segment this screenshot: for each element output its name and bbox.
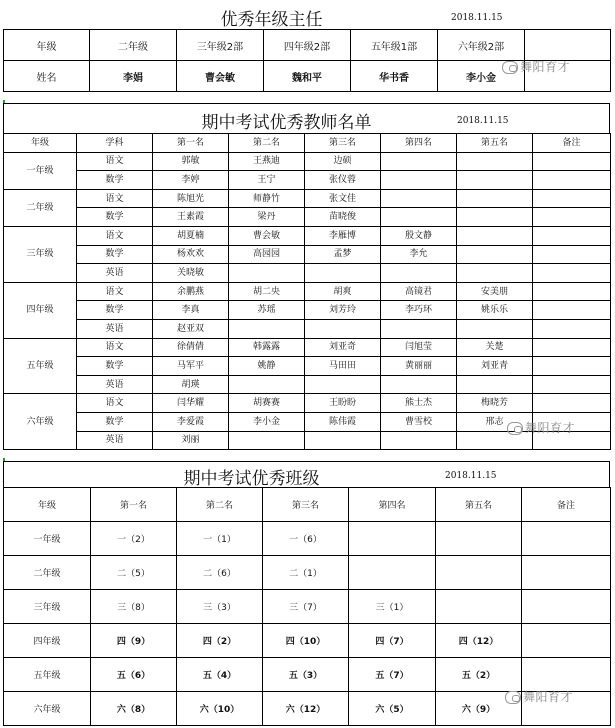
table-cell: 数学 (77, 412, 153, 431)
watermark (502, 58, 570, 75)
table-row (4, 394, 611, 413)
table-cell: 二年级 (4, 556, 91, 590)
table-cell: 高园园 (229, 245, 305, 264)
name-cell: 魏和平 (264, 61, 351, 92)
section2-title: 期中考试优秀教师名单 (201, 113, 372, 133)
grade-cell: 四年级 (4, 282, 77, 338)
table-row (4, 208, 611, 227)
header-cell: 年级 (4, 30, 90, 61)
table-cell (381, 208, 457, 227)
table-cell: 语文 (77, 226, 153, 245)
table-cell: 陈旭光 (153, 189, 229, 208)
table-cell (381, 431, 457, 450)
table-cell: 王盼盼 (305, 394, 381, 413)
table-cell: 徐倩倩 (153, 338, 229, 357)
table-cell: 数学 (77, 301, 153, 320)
header-cell (525, 30, 611, 61)
table-cell: 胡瑛 (153, 375, 229, 394)
table-cell (349, 556, 436, 590)
table-cell (436, 556, 522, 590)
header-cell: 第三名 (305, 134, 381, 153)
table-cell: 苏瑶 (229, 301, 305, 320)
table-row (4, 658, 611, 692)
grade-cell: 一年级 (4, 152, 77, 189)
table-cell (229, 431, 305, 450)
table-cell: 陈伟霞 (305, 412, 381, 431)
section1-date: 2018.11.15 (451, 13, 503, 23)
note-cell (533, 264, 611, 283)
header-cell: 第五名 (436, 488, 522, 522)
grade-cell: 五年级 (4, 338, 77, 394)
table-cell: 余鹏燕 (153, 282, 229, 301)
table-cell: 六（9） (436, 692, 522, 726)
table-cell: 六（12） (263, 692, 349, 726)
table-cell: 英语 (77, 431, 153, 450)
table-cell: 曹会敏 (229, 226, 305, 245)
table-cell (457, 152, 533, 171)
section3-date: 2018.11.15 (445, 471, 497, 481)
table-cell: 数学 (77, 245, 153, 264)
header-cell: 三年级2部 (177, 30, 264, 61)
table-cell: 李允 (381, 245, 457, 264)
table-cell (381, 264, 457, 283)
table-header-row (4, 488, 611, 522)
header-cell: 第四名 (349, 488, 436, 522)
table-cell: 数学 (77, 357, 153, 376)
table-cell: 六（8） (91, 692, 177, 726)
table-cell (381, 319, 457, 338)
table-cell (381, 171, 457, 190)
table-cell: 张文佳 (305, 189, 381, 208)
table-cell: 五年级 (4, 658, 91, 692)
section3-title: 期中考试优秀班级 (183, 469, 320, 489)
header-cell: 第二名 (177, 488, 263, 522)
table-cell (436, 522, 522, 556)
table-cell: 刘亚青 (457, 357, 533, 376)
table-cell (457, 264, 533, 283)
grade-cell: 六年级 (4, 394, 77, 450)
header-cell: 第三名 (263, 488, 349, 522)
table-row (4, 357, 611, 376)
table-cell: 三年级 (4, 590, 91, 624)
table-cell: 韩露露 (229, 338, 305, 357)
table-cell (522, 522, 611, 556)
table-cell: 关晓敏 (153, 264, 229, 283)
table-cell: 高镜君 (381, 282, 457, 301)
table-cell: 姚静 (229, 357, 305, 376)
table-cell (305, 319, 381, 338)
table-cell: 四（10） (263, 624, 349, 658)
table-cell (457, 189, 533, 208)
table-row (4, 338, 611, 357)
table-cell: 黄丽丽 (381, 357, 457, 376)
grade-cell: 二年级 (4, 189, 77, 226)
table-cell: 刘芳玲 (305, 301, 381, 320)
table-cell: 王燕迪 (229, 152, 305, 171)
section-grade-directors (3, 4, 610, 92)
table-cell: 四（2） (177, 624, 263, 658)
table-cell: 一（2） (91, 522, 177, 556)
table-cell (229, 319, 305, 338)
table-header-row (4, 134, 611, 153)
table-cell: 李真 (153, 301, 229, 320)
table-cell: 英语 (77, 375, 153, 394)
table-cell (349, 522, 436, 556)
table-cell: 李雁博 (305, 226, 381, 245)
note-cell (533, 282, 611, 301)
section2-date: 2018.11.15 (457, 116, 509, 126)
table-cell: 五（2） (436, 658, 522, 692)
table-cell: 张仪蓉 (305, 171, 381, 190)
table-cell: 三（1） (349, 590, 436, 624)
table-cell: 数学 (77, 208, 153, 227)
header-cell: 年级 (4, 134, 77, 153)
note-cell (533, 319, 611, 338)
table-cell: 梁丹 (229, 208, 305, 227)
table-cell: 六（10） (177, 692, 263, 726)
table-cell (457, 375, 533, 394)
table-cell (436, 590, 522, 624)
wechat-icon (502, 61, 518, 74)
table-row (4, 282, 611, 301)
header-cell: 备注 (522, 488, 611, 522)
table-cell: 胡赛赛 (229, 394, 305, 413)
table-cell: 二（5） (91, 556, 177, 590)
note-cell (533, 208, 611, 227)
wechat-icon (505, 691, 521, 704)
header-cell: 备注 (533, 134, 611, 153)
table-cell: 郭敏 (153, 152, 229, 171)
table-cell: 杨欢欢 (153, 245, 229, 264)
table-cell (381, 189, 457, 208)
table-cell: 数学 (77, 171, 153, 190)
header-cell: 第一名 (153, 134, 229, 153)
note-cell (533, 171, 611, 190)
note-cell (533, 357, 611, 376)
header-cell: 五年级1部 (351, 30, 438, 61)
header-cell: 四年级2部 (264, 30, 351, 61)
table-cell: 二（6） (177, 556, 263, 590)
table-cell: 五（4） (177, 658, 263, 692)
name-cell: 华书香 (351, 61, 438, 92)
table-cell: 语文 (77, 152, 153, 171)
table-cell: 刘亚奇 (305, 338, 381, 357)
table-cell (457, 226, 533, 245)
table-cell (457, 319, 533, 338)
table-cell (305, 264, 381, 283)
table-cell: 语文 (77, 394, 153, 413)
note-cell (533, 189, 611, 208)
table-row (4, 624, 611, 658)
watermark-text: 舞阳育才 (520, 60, 571, 74)
table-cell: 李小金 (229, 412, 305, 431)
section-excellent-classes (3, 461, 610, 726)
table-cell: 语文 (77, 189, 153, 208)
table-cell: 李爱霞 (153, 412, 229, 431)
table-cell: 一（1） (177, 522, 263, 556)
watermark-text: 舞阳育才 (523, 690, 574, 704)
note-cell (533, 245, 611, 264)
table-cell: 一（6） (263, 522, 349, 556)
section1-title: 优秀年级主任 (220, 10, 323, 30)
table-cell (381, 152, 457, 171)
table-cell: 二（1） (263, 556, 349, 590)
table-cell: 五（7） (349, 658, 436, 692)
table-cell: 英语 (77, 264, 153, 283)
table-row (4, 556, 611, 590)
table-row (4, 171, 611, 190)
table-cell (381, 375, 457, 394)
table-cell: 安美朋 (457, 282, 533, 301)
note-cell (533, 152, 611, 171)
table-cell: 闫华耀 (153, 394, 229, 413)
row-label: 姓名 (4, 61, 90, 92)
table-cell: 苗晓俊 (305, 208, 381, 227)
section-excellent-teachers (3, 103, 610, 450)
table-row (4, 245, 611, 264)
table-cell: 李巧环 (381, 301, 457, 320)
table-cell: 胡二央 (229, 282, 305, 301)
grade-cell: 三年级 (4, 226, 77, 282)
table-cell: 三（7） (263, 590, 349, 624)
table-cell: 邢志 (457, 412, 533, 431)
table-row (4, 152, 611, 171)
header-cell: 二年级 (90, 30, 177, 61)
table-cell: 三（8） (91, 590, 177, 624)
header-cell: 第二名 (229, 134, 305, 153)
table-cell: 边硕 (305, 152, 381, 171)
table-cell: 师静竹 (229, 189, 305, 208)
table-cell (229, 264, 305, 283)
table-cell (522, 658, 611, 692)
table-cell: 熊士杰 (381, 394, 457, 413)
table-cell (457, 208, 533, 227)
table-cell: 四（7） (349, 624, 436, 658)
table-cell: 殷文静 (381, 226, 457, 245)
table-cell (229, 375, 305, 394)
name-cell: 李娟 (90, 61, 177, 92)
table-cell: 语文 (77, 338, 153, 357)
table-row (4, 189, 611, 208)
table-cell: 孟梦 (305, 245, 381, 264)
table-row (4, 319, 611, 338)
table-cell: 曹雪校 (381, 412, 457, 431)
table-cell: 胡夏楠 (153, 226, 229, 245)
header-cell: 六年级2部 (438, 30, 525, 61)
table-cell (305, 375, 381, 394)
table-cell: 四（12） (436, 624, 522, 658)
name-cell: 李小金 (438, 61, 525, 92)
note-cell (533, 375, 611, 394)
table-cell: 关楚 (457, 338, 533, 357)
excellent-teachers-table (3, 133, 611, 450)
table-row (4, 226, 611, 245)
table-row (4, 264, 611, 283)
note-cell (533, 301, 611, 320)
table-cell: 三（3） (177, 590, 263, 624)
wechat-icon (507, 422, 523, 435)
table-cell (305, 431, 381, 450)
table-cell: 赵亚双 (153, 319, 229, 338)
watermark (505, 688, 573, 705)
table-cell: 英语 (77, 319, 153, 338)
table-row (4, 375, 611, 394)
table-row (4, 30, 611, 61)
note-cell (533, 338, 611, 357)
name-cell: 曹会敏 (177, 61, 264, 92)
table-cell (457, 245, 533, 264)
watermark-text: 舞阳育才 (525, 421, 576, 435)
header-cell: 第四名 (381, 134, 457, 153)
table-cell: 一年级 (4, 522, 91, 556)
table-cell (522, 624, 611, 658)
table-cell: 李婷 (153, 171, 229, 190)
table-cell: 刘丽 (153, 431, 229, 450)
table-cell: 四年级 (4, 624, 91, 658)
table-row (4, 522, 611, 556)
table-cell: 王宁 (229, 171, 305, 190)
table-cell: 梅晓芳 (457, 394, 533, 413)
header-cell: 年级 (4, 488, 91, 522)
table-row (4, 590, 611, 624)
table-cell: 五（3） (263, 658, 349, 692)
table-cell: 六年级 (4, 692, 91, 726)
table-cell (522, 556, 611, 590)
note-cell (533, 226, 611, 245)
table-cell: 姚乐乐 (457, 301, 533, 320)
table-cell: 闫旭莹 (381, 338, 457, 357)
table-row (4, 301, 611, 320)
header-cell: 第一名 (91, 488, 177, 522)
table-cell: 胡爽 (305, 282, 381, 301)
table-cell: 五（6） (91, 658, 177, 692)
table-cell (457, 171, 533, 190)
table-cell: 语文 (77, 282, 153, 301)
note-cell (533, 394, 611, 413)
table-cell: 马军平 (153, 357, 229, 376)
table-cell (522, 590, 611, 624)
table-cell: 王素霞 (153, 208, 229, 227)
header-cell: 学科 (77, 134, 153, 153)
table-cell: 马田田 (305, 357, 381, 376)
watermark (507, 419, 575, 436)
header-cell: 第五名 (457, 134, 533, 153)
table-cell: 六（5） (349, 692, 436, 726)
table-cell: 四（9） (91, 624, 177, 658)
